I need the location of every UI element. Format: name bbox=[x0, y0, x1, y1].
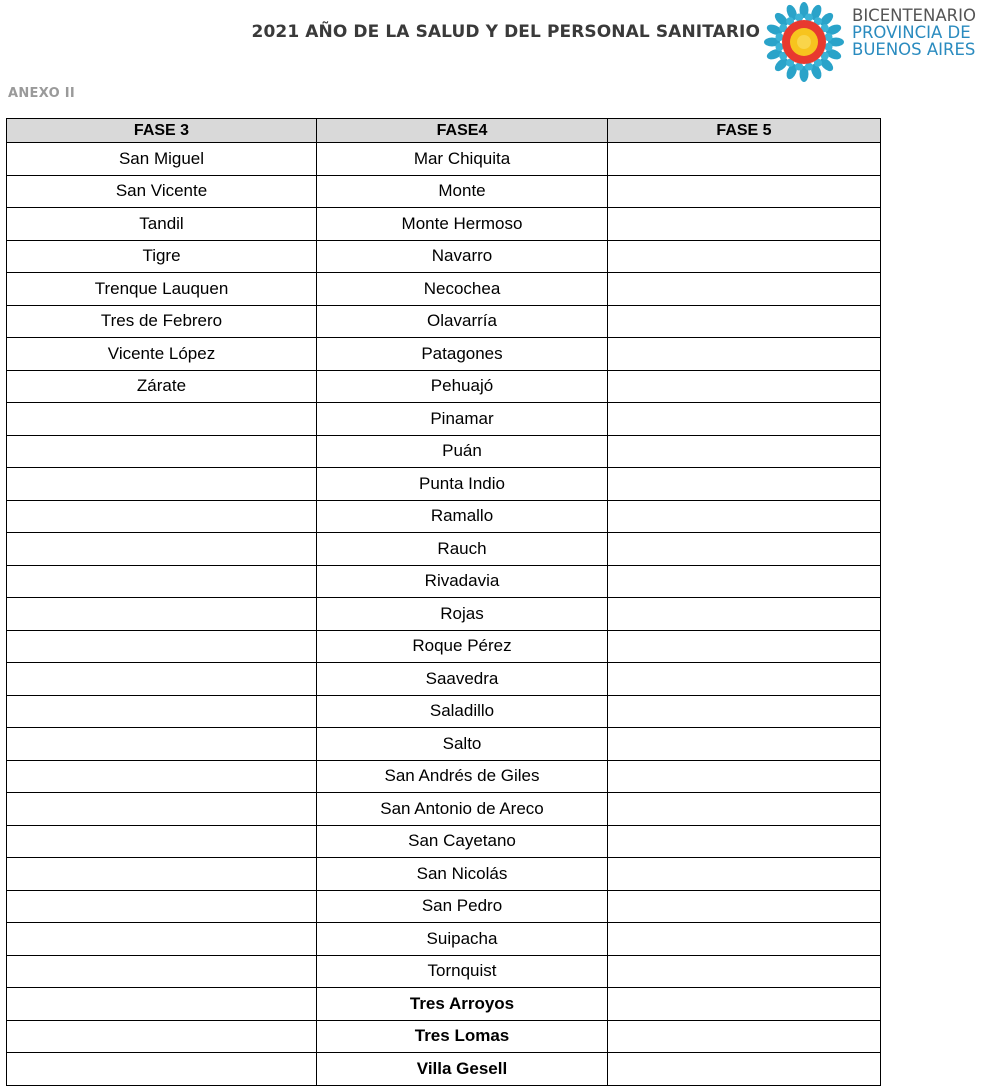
table-cell: Villa Gesell bbox=[317, 1053, 608, 1086]
table-cell: Patagones bbox=[317, 338, 608, 371]
table-cell bbox=[608, 663, 881, 696]
table-body bbox=[7, 143, 881, 1086]
table-cell bbox=[7, 825, 317, 858]
table-row bbox=[7, 955, 881, 988]
table-cell bbox=[7, 565, 317, 598]
table-row bbox=[7, 825, 881, 858]
document-header-title: 2021 AÑO DE LA SALUD Y DEL PERSONAL SANITARIO bbox=[251, 22, 760, 42]
table-cell bbox=[7, 598, 317, 631]
table-cell bbox=[7, 468, 317, 501]
table-cell bbox=[608, 468, 881, 501]
table-cell: Rivadavia bbox=[317, 565, 608, 598]
table-cell bbox=[608, 500, 881, 533]
table-cell bbox=[608, 565, 881, 598]
table-cell bbox=[7, 500, 317, 533]
table-cell bbox=[608, 793, 881, 826]
table-row bbox=[7, 598, 881, 631]
table-cell: Roque Pérez bbox=[317, 630, 608, 663]
table-cell: San Pedro bbox=[317, 890, 608, 923]
table-cell: Puán bbox=[317, 435, 608, 468]
table-cell bbox=[608, 728, 881, 761]
table-row bbox=[7, 858, 881, 891]
table-cell bbox=[7, 663, 317, 696]
table-cell bbox=[608, 533, 881, 566]
table-cell: Olavarría bbox=[317, 305, 608, 338]
table-row bbox=[7, 793, 881, 826]
brand-line-3: BUENOS AIRES bbox=[852, 40, 976, 59]
table-row bbox=[7, 338, 881, 371]
table-cell: Punta Indio bbox=[317, 468, 608, 501]
table-cell: Monte Hermoso bbox=[317, 208, 608, 241]
table-cell bbox=[608, 890, 881, 923]
brand-block bbox=[852, 7, 976, 58]
table-cell: Monte bbox=[317, 175, 608, 208]
table-row bbox=[7, 728, 881, 761]
table-cell: Saladillo bbox=[317, 695, 608, 728]
table-row bbox=[7, 533, 881, 566]
table-cell bbox=[608, 955, 881, 988]
column-header-fase-3: FASE 3 bbox=[7, 119, 317, 143]
table-cell: Rojas bbox=[317, 598, 608, 631]
table-cell bbox=[608, 370, 881, 403]
table-cell: Tandil bbox=[7, 208, 317, 241]
table-cell bbox=[608, 338, 881, 371]
table-cell: Ramallo bbox=[317, 500, 608, 533]
table-cell bbox=[7, 1020, 317, 1053]
table-cell bbox=[7, 1053, 317, 1086]
table-cell bbox=[7, 890, 317, 923]
table-cell bbox=[7, 760, 317, 793]
table-cell bbox=[7, 630, 317, 663]
table-cell bbox=[7, 955, 317, 988]
table-row bbox=[7, 663, 881, 696]
table-cell bbox=[608, 435, 881, 468]
table-row bbox=[7, 1020, 881, 1053]
table-cell bbox=[608, 858, 881, 891]
table-row bbox=[7, 143, 881, 176]
table-cell: Tigre bbox=[7, 240, 317, 273]
table-cell: Navarro bbox=[317, 240, 608, 273]
table-cell: Tornquist bbox=[317, 955, 608, 988]
bicentenario-logo-icon bbox=[762, 0, 846, 84]
table-cell: San Vicente bbox=[7, 175, 317, 208]
table-cell bbox=[608, 208, 881, 241]
table-cell: Trenque Lauquen bbox=[7, 273, 317, 306]
table-row bbox=[7, 208, 881, 241]
table-row bbox=[7, 630, 881, 663]
table-cell bbox=[608, 695, 881, 728]
table-cell bbox=[7, 695, 317, 728]
table-cell: San Nicolás bbox=[317, 858, 608, 891]
table-row bbox=[7, 273, 881, 306]
table-cell: Tres Lomas bbox=[317, 1020, 608, 1053]
table-cell bbox=[608, 305, 881, 338]
table-cell bbox=[7, 533, 317, 566]
table-row bbox=[7, 760, 881, 793]
table-row bbox=[7, 565, 881, 598]
table-cell bbox=[608, 760, 881, 793]
table-row bbox=[7, 175, 881, 208]
table-cell bbox=[7, 403, 317, 436]
annex-label: ANEXO II bbox=[8, 86, 76, 101]
table-cell: San Andrés de Giles bbox=[317, 760, 608, 793]
table-cell bbox=[7, 793, 317, 826]
table-row bbox=[7, 240, 881, 273]
table-cell: Zárate bbox=[7, 370, 317, 403]
table-cell: San Cayetano bbox=[317, 825, 608, 858]
table-row bbox=[7, 370, 881, 403]
table-cell: San Antonio de Areco bbox=[317, 793, 608, 826]
table-cell bbox=[608, 598, 881, 631]
table-cell bbox=[7, 435, 317, 468]
table-cell: Rauch bbox=[317, 533, 608, 566]
table-row bbox=[7, 305, 881, 338]
column-header-fase-4: FASE4 bbox=[317, 119, 608, 143]
table-row bbox=[7, 1053, 881, 1086]
table-row bbox=[7, 403, 881, 436]
table-cell: Saavedra bbox=[317, 663, 608, 696]
table-cell: Pehuajó bbox=[317, 370, 608, 403]
table-cell: Salto bbox=[317, 728, 608, 761]
table-cell bbox=[7, 728, 317, 761]
table-cell bbox=[608, 273, 881, 306]
table-cell: San Miguel bbox=[7, 143, 317, 176]
table-cell bbox=[608, 988, 881, 1021]
table-cell bbox=[608, 630, 881, 663]
table-cell: Pinamar bbox=[317, 403, 608, 436]
table-cell: Tres de Febrero bbox=[7, 305, 317, 338]
table-row bbox=[7, 500, 881, 533]
phases-table bbox=[6, 118, 881, 1086]
table-row bbox=[7, 695, 881, 728]
table-cell bbox=[608, 403, 881, 436]
table-row bbox=[7, 923, 881, 956]
table-cell bbox=[7, 988, 317, 1021]
table-cell bbox=[608, 1020, 881, 1053]
table-cell bbox=[608, 143, 881, 176]
table-row bbox=[7, 435, 881, 468]
brand-line-2: PROVINCIA DE bbox=[852, 23, 971, 42]
table-row bbox=[7, 890, 881, 923]
table-row bbox=[7, 468, 881, 501]
table-cell bbox=[608, 240, 881, 273]
table-row bbox=[7, 988, 881, 1021]
table-cell bbox=[608, 923, 881, 956]
table-cell bbox=[608, 1053, 881, 1086]
brand-line-1: BICENTENARIO bbox=[852, 6, 976, 25]
table-cell bbox=[608, 175, 881, 208]
table-cell bbox=[608, 825, 881, 858]
table-cell bbox=[7, 858, 317, 891]
table-cell: Tres Arroyos bbox=[317, 988, 608, 1021]
table-cell bbox=[7, 923, 317, 956]
table-cell: Mar Chiquita bbox=[317, 143, 608, 176]
table-header-row bbox=[7, 119, 881, 143]
table-cell: Vicente López bbox=[7, 338, 317, 371]
column-header-fase-5: FASE 5 bbox=[608, 119, 881, 143]
table-cell: Suipacha bbox=[317, 923, 608, 956]
table-cell: Necochea bbox=[317, 273, 608, 306]
